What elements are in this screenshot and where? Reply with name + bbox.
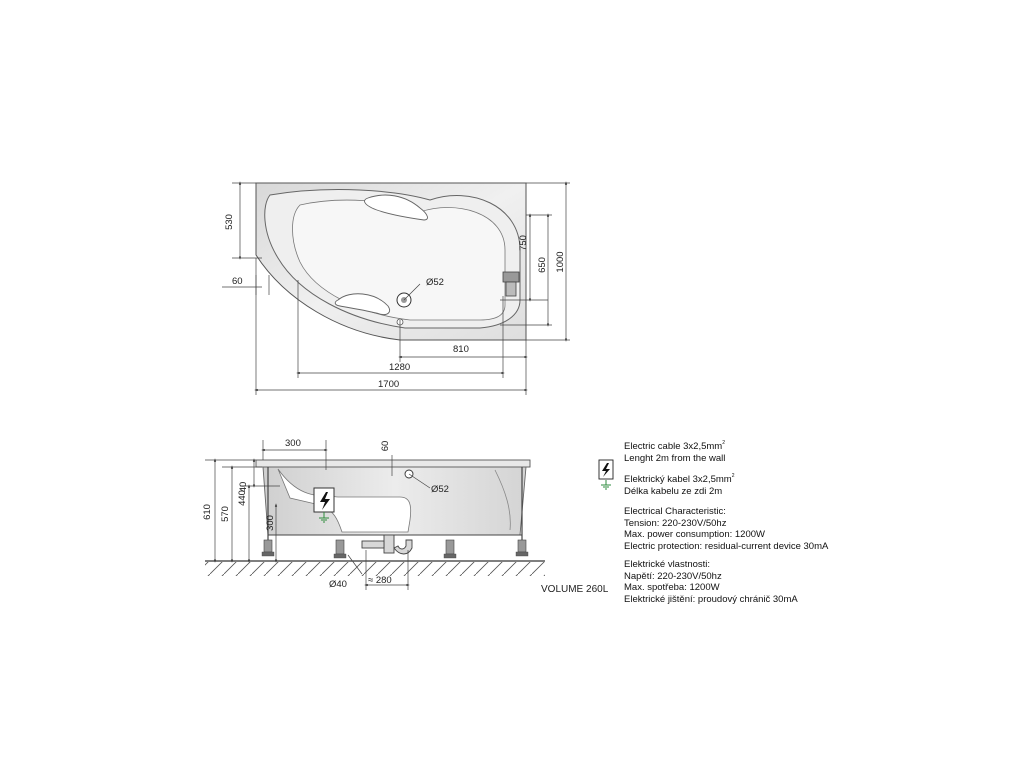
dim-1280: 1280 (389, 362, 411, 373)
dim-40: 40 (238, 481, 249, 493)
electrical-spec-en (624, 506, 828, 552)
dim-650: 650 (537, 257, 548, 273)
dim-60: 60 (232, 276, 243, 287)
legend-electric-icon (599, 460, 613, 489)
electrical-cz-line: Napětí: 220-230V/50hz (624, 570, 722, 582)
dim-40-waste: Ø40 (329, 579, 347, 590)
dim-300-side: 300 (265, 515, 276, 531)
volume-label: VOLUME 260L (541, 584, 609, 595)
cable-en-line1: Electric cable 3x2,5mm (624, 441, 723, 452)
cable-cz-line2: Délka kabelu ze zdi 2m (624, 485, 723, 497)
electrical-en-line: Max. power consumption: 1200W (624, 529, 765, 541)
dim-1000: 1000 (555, 251, 566, 273)
electrical-en-line: Electric protection: residual-current device 30mA (624, 540, 829, 552)
side-rim (256, 460, 530, 467)
electrical-en-line: Tension: 220-230V/50hz (624, 517, 727, 529)
electrical-cz-line: Max. spotřeba: 1200W (624, 582, 720, 594)
dim-750: 750 (518, 235, 529, 251)
waste-pipe (362, 535, 412, 554)
cable-spec-en (624, 438, 725, 464)
dim-610: 610 (202, 504, 213, 520)
cable-en-sup: 2 (722, 440, 725, 446)
side-view (202, 438, 609, 595)
ground-icon (601, 480, 611, 489)
dim-drain-52: Ø52 (426, 277, 444, 288)
top-view (222, 183, 570, 395)
electrical-cz-heading: Elektrické vlastnosti: (624, 559, 711, 570)
dim-570: 570 (220, 506, 231, 522)
electrical-spec-cz (624, 559, 798, 605)
floor-hatch (205, 562, 545, 576)
cable-cz-line1: Elektrický kabel 3x2,5mm (624, 474, 732, 485)
dim-1700: 1700 (378, 379, 400, 390)
dim-530: 530 (224, 214, 235, 230)
dim-60-side: 60 (380, 440, 391, 452)
dim-300-top: 300 (285, 438, 301, 449)
cable-en-line2: Lenght 2m from the wall (624, 452, 726, 464)
electrical-en-heading: Electrical Characteristic: (624, 506, 726, 517)
cable-spec-cz (624, 471, 734, 497)
dim-drain-52-side: Ø52 (431, 484, 449, 495)
dim-280: ≈ 280 (368, 575, 392, 586)
dim-810: 810 (453, 344, 469, 355)
cable-cz-sup: 2 (731, 473, 735, 479)
electrical-cz-line: Elektrické jištění: proudový chránič 30mA (624, 593, 798, 605)
dim-440: 440 (237, 490, 248, 506)
